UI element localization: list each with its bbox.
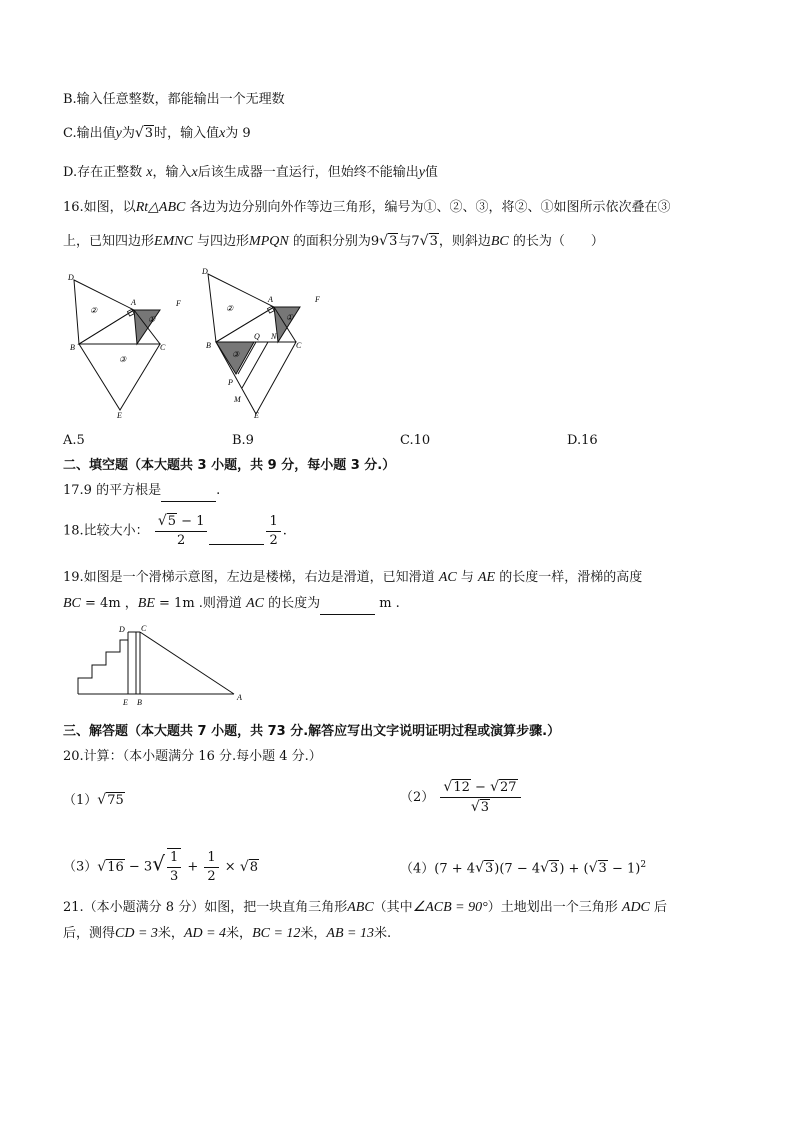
stairs <box>78 640 128 694</box>
svg-text:C: C <box>141 624 147 633</box>
q16-line2: 上，已知四边形EMNC 与四边形MPQN 的面积分别为9√3与7√3，则斜边BC 的长为（ ） <box>63 233 604 249</box>
fig1-label-e: E <box>117 411 122 420</box>
q20-p1: （1）√75 <box>63 792 124 808</box>
q17: 17.9 的平方根是 . <box>63 481 220 502</box>
q16-option-a: A.5 <box>63 433 85 448</box>
fig1-label-c: C <box>160 343 166 352</box>
q21-line2: 后，测得CD = 3米，AD = 4米，BC = 12米，AB = 13米. <box>63 926 392 941</box>
q16-option-b: B.9 <box>232 433 254 448</box>
section-2-title: 二、填空题（本大题共 3 小题，共 9 分，每小题 3 分.） <box>63 458 396 473</box>
fig1-label-a: A <box>131 298 136 307</box>
svg-text:F: F <box>315 295 320 304</box>
q15-option-d: D.存在正整数 x，输入x后该生成器一直运行，但始终不能输出y值 <box>63 165 438 180</box>
fig1-num-3: ③ <box>119 355 127 364</box>
q16-figure-1 <box>64 268 189 420</box>
fig1-num-2: ② <box>90 306 98 315</box>
fig1-label-f: F <box>176 299 181 308</box>
section-3-title: 三、解答题（本大题共 7 小题，共 73 分.解答应写出文字说明证明过程或演算步骤.） <box>63 724 561 739</box>
q20-head: 20.计算：（本小题满分 16 分.每小题 4 分.） <box>63 749 322 764</box>
svg-text:D: D <box>119 625 125 634</box>
q15-option-b: B.输入任意整数，都能输出一个无理数 <box>63 92 285 107</box>
q16-option-c: C.10 <box>400 433 431 448</box>
q19-line1: 19.如图是一个滑梯示意图，左边是楼梯，右边是滑道，已知滑道 AC 与 AE 的长度一样，滑梯的高度 <box>63 570 643 585</box>
q19-line2: BC = 4m ，BE = 1m .则滑道 AC 的长度为 m . <box>63 594 400 615</box>
svg-text:E: E <box>254 411 259 420</box>
svg-text:②: ② <box>226 304 234 313</box>
q21-line1: 21.（本小题满分 8 分）如图，把一块直角三角形ABC（其中∠ACB = 90°）土地划出一个三角形 ADC 后 <box>63 900 668 915</box>
triangle-2 <box>74 280 134 344</box>
q15-option-c: C.输出值y为√3时，输入值x为 9 <box>63 125 251 141</box>
svg-text:B: B <box>137 698 142 707</box>
q20-p4: $(4)(7 + 4√3)(7 - 4√3) + (√3 - 1)^2$ <box>400 860 647 877</box>
q19-figure-slide <box>74 622 254 708</box>
svg-text:①: ① <box>286 313 294 322</box>
slide-ac <box>140 632 234 694</box>
q20-p3: （3）√16 − 3√ $\frac{1}{3}$ + $\frac{1}{2}$ × √8 <box>63 849 259 884</box>
svg-text:A: A <box>268 295 273 304</box>
svg-text:③: ③ <box>232 350 240 359</box>
q20-p2: （2） $\frac{√12 - √27}{√3}$ <box>400 778 523 817</box>
fig1-label-b: B <box>70 343 75 352</box>
svg-text:N: N <box>271 332 277 341</box>
q16-figure-2 <box>196 266 326 420</box>
svg-text:C: C <box>296 341 302 350</box>
q18: 18.比较大小： $\frac{√5 - 1}{2}$ $\frac{1}{2}$ . <box>63 513 287 548</box>
fig1-num-1: ① <box>148 315 156 324</box>
q16-line1: 16.如图，以Rt△ABC 各边为边分别向外作等边三角形，编号为①、②、③，将②、①如图所示依次叠在③ <box>63 200 671 215</box>
svg-text:M: M <box>234 395 241 404</box>
svg-text:Q: Q <box>254 332 260 341</box>
svg-text:A: A <box>237 693 242 702</box>
svg-text:B: B <box>206 341 211 350</box>
triangle-3 <box>79 344 160 410</box>
svg-text:P: P <box>228 378 233 387</box>
fig1-label-d: D <box>68 273 74 282</box>
svg-text:D: D <box>202 267 208 276</box>
svg-text:E: E <box>123 698 128 707</box>
q16-option-d: D.16 <box>567 433 598 448</box>
